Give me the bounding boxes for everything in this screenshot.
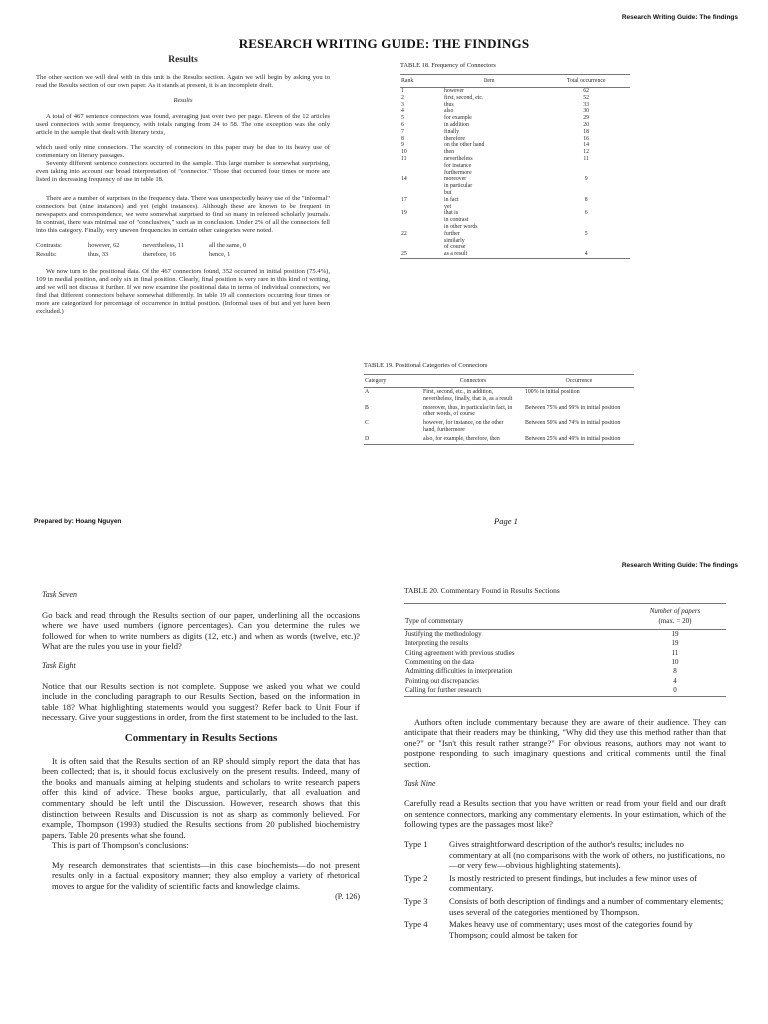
table-cell-rank: 10 — [401, 149, 407, 156]
quote-reference: (P. 126) — [335, 891, 360, 901]
table-cell-item: however — [444, 88, 464, 94]
table-cell-item: on the other hand — [444, 142, 485, 149]
table-cell-rank: 11 — [401, 155, 407, 162]
page-title: RESEARCH WRITING GUIDE: THE FINDINGS — [238, 36, 530, 51]
table-cell-rank: 7 — [401, 128, 404, 135]
table-cell-rank — [400, 183, 436, 190]
table-cell-rank — [400, 224, 436, 231]
table-row — [400, 217, 630, 224]
table-cell-type: Calling for further research — [405, 686, 482, 695]
table-cell-occurrence — [542, 244, 630, 251]
table-cell-item: moreover — [444, 176, 467, 183]
table-row — [404, 658, 726, 667]
table-cell-item: thus — [444, 101, 454, 108]
table-cell-occurrence — [542, 183, 630, 190]
table-cell-occurrence: 33 — [583, 101, 590, 108]
table-header: Rank — [400, 75, 436, 88]
table-cell-count: 4 — [673, 676, 677, 685]
table-cell-count: 11 — [671, 648, 679, 657]
results-paragraph-4: There are a number of surprises in the frequency data. There was unexpectedly heavy use of the "informal" connectors but (nine instances) and yet (eight instances). Although these are known to be frequent in newspapers and correspondence, we were somewhat surprised to find so many in refereed scholarly journals. In contrast, there was minimal use of "conclusives," such as in conclusion. Under 2% of all the connectors fell into this category. Finally, very uneven frequencies in certain other categories were noted. — [36, 195, 330, 234]
table-cell-occurrence — [542, 238, 630, 245]
table-header: Occurrence — [524, 375, 634, 388]
footer-author: Prepared by: Hoang Nguyen — [34, 518, 122, 525]
results-value: therefore, 16 — [143, 251, 176, 258]
table-row — [400, 251, 630, 258]
type-label: Type 4 — [404, 919, 428, 930]
table-cell-item: in contrast — [444, 217, 469, 224]
table-row — [400, 244, 630, 251]
results-paragraph-1: A total of 467 sentence connectors was found, averaging just over two per page. Eleven of the 12 articles used connectors with some frequency, with totals ranging from 24 to 58. The one exception was the only article in the sample that dealt with literary texts, — [36, 113, 330, 136]
table-cell-item: of course — [444, 244, 466, 251]
table-cell-category: A — [365, 389, 370, 395]
table-cell-count: 10 — [671, 658, 679, 666]
table-cell-category: C — [365, 420, 369, 427]
table-header: Item — [436, 75, 542, 88]
table-cell-item: nevertheless — [444, 155, 473, 162]
table-cell-count: 19 — [671, 629, 679, 638]
table-cell-item: yet — [444, 203, 452, 210]
table-row — [400, 170, 630, 177]
table-cell-occurrence — [542, 217, 630, 224]
table-row — [400, 136, 630, 143]
table-cell-connectors: First, second, etc., in addition, nevertheless, finally, that is, as a result — [423, 389, 513, 402]
table-row — [400, 156, 630, 163]
page-2 — [0, 548, 768, 1024]
table-row — [364, 435, 634, 444]
task-eight-title: Task Eight — [42, 660, 76, 670]
table-row — [364, 419, 634, 435]
authors-paragraph: Authors often include commentary because they are aware of their audience. They can anticipate that their readers may be thinking, "Why did they use this method rather than that one?" or "Isn't this result rather strange?" For obvious reasons, authors may not want to postpone responding to such imaginary questions and critical comments until the final section. — [404, 716, 726, 769]
table-cell-item: therefore — [444, 135, 465, 142]
table-row — [400, 238, 630, 245]
contrast-label: Contrasts: — [36, 242, 62, 249]
left-column — [36, 56, 330, 323]
table-cell-rank: 9 — [401, 142, 404, 149]
results-paragraph-5: We now turn to the positional data. Of the 467 connectors found, 352 occurred in initial position (75.4%), 109 in medial position, and only six in final position. Clearly, final position is very rare in this kind of writing, and we will not discuss it further. If we now examine the positional data in terms of individual connectors, we find that different connectors behave somewhat differently. In table 19 all connectors occurring four times or more are categorized for percentage of occurrence in initial position. (Informal uses of but and yet have been excluded.) — [36, 268, 330, 315]
table-cell-occurrence: 29 — [583, 115, 590, 122]
table-cell-item: also — [444, 108, 454, 115]
commentary-paragraph-2: This is part of Thompson's conclusions: — [52, 840, 189, 851]
table-row — [404, 677, 726, 686]
table-row — [400, 115, 630, 122]
table-cell-type: Justifying the methodology — [405, 629, 482, 638]
table-row — [400, 149, 630, 156]
table-cell-occurrence: 14 — [583, 142, 590, 149]
table-cell-item: for example — [444, 115, 472, 122]
table-header: Total occurrence — [542, 75, 630, 88]
table-19 — [364, 362, 634, 445]
table-cell-occurrence: 16 — [583, 135, 590, 142]
results-value: hence, 1 — [209, 251, 231, 258]
table-cell-item: in fact — [444, 196, 459, 203]
table-20-grid — [404, 603, 726, 697]
table-row — [404, 686, 726, 696]
table-cell-occurrence: 12 — [583, 149, 590, 156]
contrast-value: however, 62 — [88, 242, 120, 249]
table-cell-occurrence: 52 — [583, 94, 590, 101]
table-cell-rank — [400, 204, 436, 211]
table-row — [364, 404, 634, 420]
table-cell-rank: 3 — [401, 101, 404, 108]
table-cell-item: finally — [444, 128, 460, 135]
table-cell-occurrence: Between 75% and 99% in initial position — [525, 404, 621, 411]
results-paragraph-2: which used only nine connectors. The scarcity of connectors in this paper may be due to its heavy use of commentary on literary passages. — [36, 144, 330, 159]
table-header: Connectors — [422, 375, 524, 388]
table-cell-type: Commenting on the data — [405, 658, 475, 666]
table-cell-rank: 5 — [401, 115, 404, 122]
table-row — [400, 122, 630, 129]
table-cell-occurrence: 4 — [584, 251, 588, 258]
connector-comparison — [36, 242, 330, 259]
table-header — [624, 603, 726, 629]
type-description: Is mostly restricted to present findings, but includes a few minor uses of commentary. — [449, 872, 697, 894]
intro-paragraph: The other section we will deal with in this unit is the Results section. Again we will begin by asking you to read the Results section of our own paper. As it stands at present, it is an incomplete draft. — [36, 74, 330, 89]
table-cell-occurrence — [542, 163, 630, 170]
table-20-caption: TABLE 20. Commentary Found in Results Sections — [404, 586, 560, 595]
table-cell-rank: 8 — [401, 135, 404, 142]
task-seven-text: Go back and read through the Results section of our paper, underlining all the occasions where we have used numbers (ignore percentages). Can you determine the rules we followed for when to write numbers as digits (12, etc.) and when as words (twelve, etc.)? What are the rules you use in your field? — [42, 609, 360, 652]
table-row — [400, 176, 630, 183]
table-header: Type of commentary — [404, 603, 624, 629]
table-cell-type: Interpreting the results — [405, 639, 469, 648]
contrast-value: nevertheless, 11 — [143, 242, 184, 249]
results-value: thus, 33 — [88, 251, 109, 258]
table-cell-occurrence: 20 — [583, 121, 590, 128]
table-cell-occurrence — [542, 204, 630, 211]
type-label: Type 2 — [404, 872, 428, 883]
table-18-caption: TABLE 18. Frequency of Connectors — [400, 62, 496, 69]
task-nine-title: Task Nine — [404, 778, 436, 788]
table-19-caption: TABLE 19. Positional Categories of Connectors — [364, 362, 488, 369]
table-cell-occurrence: Between 50% and 74% in initial position — [525, 420, 621, 427]
table-row — [400, 190, 630, 197]
table-row — [404, 649, 726, 658]
table-cell-occurrence: 8 — [584, 196, 588, 203]
table-row — [400, 224, 630, 231]
results-label: Results: — [36, 251, 57, 258]
table-row — [400, 88, 630, 95]
table-cell-item: as a result — [444, 251, 468, 258]
type-list — [404, 839, 726, 940]
page-number: Page 1 — [494, 516, 518, 526]
table-cell-occurrence: 9 — [584, 176, 588, 183]
right-column — [404, 586, 726, 940]
table-cell-category: D — [365, 435, 370, 442]
table-cell-count: 0 — [673, 686, 677, 695]
type-label: Type 3 — [404, 895, 428, 906]
table-cell-occurrence — [542, 224, 630, 231]
table-cell-rank — [400, 190, 436, 197]
table-cell-item: in addition — [444, 121, 469, 128]
contrast-value: all the same, 0 — [209, 242, 246, 249]
table-cell-rank — [400, 163, 436, 170]
table-cell-rank: 4 — [401, 108, 404, 115]
table-cell-rank: 14 — [401, 176, 407, 183]
table-row — [400, 197, 630, 204]
table-18-grid — [400, 74, 630, 259]
commentary-heading: Commentary in Results Sections — [124, 731, 278, 744]
table-row — [404, 667, 726, 676]
table-row — [404, 639, 726, 648]
table-cell-rank: 6 — [401, 121, 404, 128]
table-cell-item: for instance — [444, 162, 472, 169]
table-cell-occurrence: 100% in initial position — [525, 389, 580, 395]
table-cell-rank — [400, 217, 436, 224]
task-nine-text: Carefully read a Results section that you have written or read from your field and our draft on sentence connectors, marking any commentary elements. In your estimation, which of the following types are the passages most like? — [404, 798, 726, 830]
results-subheading: Results — [173, 97, 193, 104]
table-cell-type: Citing agreement with previous studies — [405, 648, 515, 657]
task-seven-title: Task Seven — [42, 590, 78, 599]
table-cell-item: furthermore — [444, 169, 472, 176]
left-column — [42, 590, 360, 902]
table-cell-item: that is — [444, 210, 459, 217]
table-row — [400, 210, 630, 217]
type-description: Makes heavy use of commentary; uses most of the categories found by Thompson; could almost be taken for — [449, 919, 693, 940]
table-row — [400, 102, 630, 109]
table-cell-item: in other words — [444, 223, 478, 230]
running-header: Research Writing Guide: The findings — [621, 14, 738, 21]
table-cell-rank — [400, 244, 436, 251]
table-cell-occurrence: 62 — [583, 88, 590, 94]
table-row — [404, 629, 726, 639]
table-cell-rank: 25 — [401, 251, 407, 258]
table-cell-connectors: moreover, thus, in particular/in fact, in other words, of course — [423, 404, 513, 418]
table-cell-occurrence — [542, 190, 630, 197]
table-cell-occurrence: 30 — [583, 108, 590, 115]
table-cell-rank — [400, 170, 436, 177]
table-18 — [400, 62, 630, 259]
running-header: Research Writing Guide: The findings — [621, 562, 738, 569]
table-cell-occurrence: 5 — [584, 230, 588, 237]
table-cell-count: 8 — [673, 667, 677, 676]
table-cell-rank — [400, 238, 436, 245]
table-cell-item: but — [444, 189, 452, 196]
table-cell-item: first, second, etc. — [444, 94, 484, 101]
table-cell-connectors: however, for instance, on the other hand, furthermore — [423, 420, 504, 433]
type-description: Gives straightforward description of the author's results; includes no commentary at all (no comparisons with the work of others, no justifications, no—or very few—obvious highlighting statements). — [449, 838, 725, 871]
table-header: Category — [364, 375, 422, 388]
table-row — [400, 108, 630, 115]
type-label: Type 1 — [404, 838, 428, 849]
table-cell-occurrence: 11 — [583, 155, 589, 162]
table-row — [400, 231, 630, 238]
table-row — [400, 95, 630, 102]
table-cell-rank: 1 — [401, 88, 404, 94]
table-cell-connectors: also, for example, therefore, then — [423, 435, 500, 442]
table-row — [400, 142, 630, 149]
table-cell-occurrence — [542, 170, 630, 177]
table-row — [400, 183, 630, 190]
table-cell-item: further — [444, 230, 460, 237]
table-cell-occurrence: Between 25% and 49% in initial position — [525, 435, 621, 442]
table-cell-category: B — [365, 404, 369, 411]
table-row — [400, 129, 630, 136]
table-cell-count: 19 — [671, 639, 679, 648]
table-header-line: Number of papers — [649, 606, 701, 615]
table-cell-type: Admitting difficulties in interpretation — [405, 667, 513, 676]
table-row — [364, 388, 634, 404]
table-cell-rank: 22 — [401, 230, 407, 237]
table-cell-rank: 2 — [401, 94, 404, 101]
results-paragraph-3: Seventy different sentence connectors occurred in the sample. This large number is somewhat surprising, even taking into account our broad interpretation of "connector." Those that occurred four times or more are listed in decreasing frequency of use in table 18. — [36, 160, 330, 183]
table-cell-item: similarly — [444, 237, 465, 244]
table-header-line: (max. = 20) — [658, 617, 692, 626]
table-19-grid — [364, 374, 634, 445]
thompson-quote: My research demonstrates that scientists—in this case biochemists—do not present results only in a factual expository manner; they also employ a variety of rhetorical moves to argue for the validity of scientific facts and knowledge claims. — [52, 859, 360, 892]
table-cell-occurrence: 6 — [584, 210, 588, 217]
table-cell-rank: 19 — [401, 210, 407, 217]
section-heading-results: Results — [168, 55, 198, 65]
commentary-paragraph: It is often said that the Results section of an RP should simply report the data that has been collected; that is, it should focus exclusively on the present results. Indeed, many of the books and manuals aiming at helping students and scholars to write research papers offer this kind of advice. These books argue, particularly, that all evaluation and commentary should be left until the Discussion. However, research shows that this distinction between Results and Discussion is not as sharp as commonly believed. For example, Thompson (1993) studied the Results sections from 20 published biochemistry papers. Table 20 presents what she found. — [42, 755, 360, 840]
type-description: Consists of both description of findings and a number of commentary elements; uses several of the categories mentioned by Thompson. — [449, 895, 724, 917]
table-cell-occurrence: 18 — [583, 128, 590, 135]
table-cell-item: in particular — [444, 183, 473, 190]
table-row — [400, 163, 630, 170]
table-row — [400, 204, 630, 211]
task-eight-text: Notice that our Results section is not complete. Suppose we asked you what we could include in the concluding paragraph to our Results Section, based on the information in table 18? What highlighting statements would you suggest? Refer back to Unit Four if necessary. Give your suggestions in order, from the first statement to be included to the last. — [42, 680, 360, 723]
table-cell-item: then — [444, 149, 454, 156]
table-cell-rank: 17 — [401, 196, 407, 203]
table-cell-type: Pointing out discrepancies — [405, 676, 479, 685]
